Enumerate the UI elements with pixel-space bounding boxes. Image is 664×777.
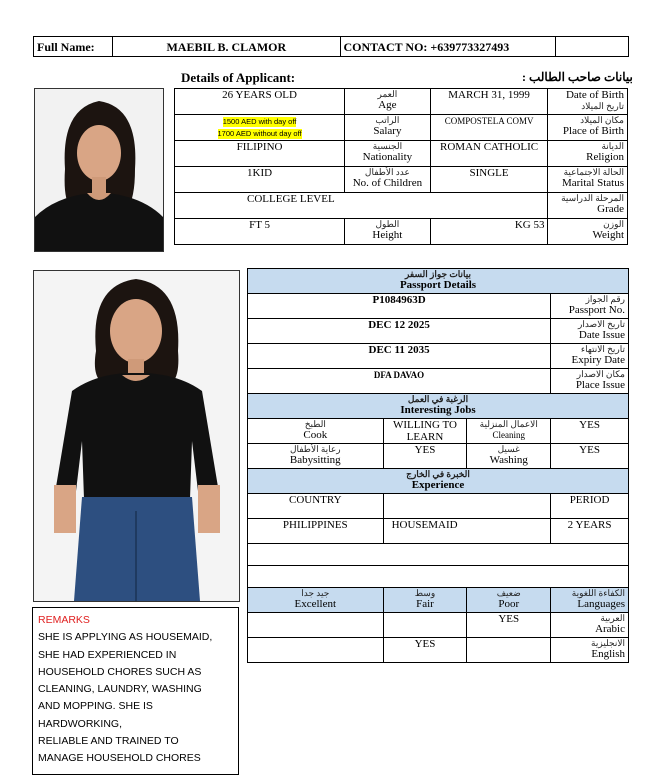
languages-header (551, 588, 629, 613)
marital-label-en: Marital Status (561, 177, 624, 189)
passport-jobs-table (247, 268, 629, 663)
remarks-line: CLEANING, LAUNDRY, WASHING (38, 683, 202, 696)
cleaning-value: YES (551, 419, 629, 444)
nationality-label-ar: الجنسية (372, 141, 403, 151)
cook-label-ar: الطبخ (304, 419, 326, 429)
english-label (551, 638, 629, 663)
place-issue-label (551, 369, 629, 394)
pob-label-ar: مكان الميلاد (580, 115, 624, 125)
arabic-label-ar: العربية (600, 613, 625, 623)
passport-section-ar: بيانات جواز السفر (404, 269, 472, 279)
remarks-line: HARDWORKING, (38, 717, 122, 730)
arabic-excellent (248, 613, 384, 638)
details-title-en: Details of Applicant: (181, 70, 296, 85)
salary-with-day-off: 1500 AED with day off (222, 117, 297, 126)
experience-blank-row (248, 566, 629, 588)
issue-date-label (551, 319, 629, 344)
english-label-ar: الانجليزية (591, 638, 625, 648)
pob-label (548, 115, 628, 141)
arabic-label-en: Arabic (595, 623, 625, 635)
expiry-date-value: DEC 11 2035 (248, 344, 551, 369)
lang-poor-header (467, 588, 551, 613)
salary-without-day-off: 1700 AED without day off (217, 129, 302, 138)
english-excellent (248, 638, 384, 663)
details-title-ar: بيانات صاحب الطالب : (522, 70, 633, 84)
religion-value: ROMAN CATHOLIC (430, 141, 548, 167)
remarks-line: SHE HAD EXPERIENCED IN (38, 648, 177, 661)
place-issue-label-ar: مكان الاصدار (576, 369, 625, 379)
experience-section-header (248, 469, 629, 494)
salary-label (345, 115, 431, 141)
weight-value: KG 53 (430, 219, 548, 245)
experience-row-job: HOUSEMAID (383, 519, 551, 544)
place-issue-value: DFA DAVAO (248, 369, 551, 394)
babysitting-label (248, 444, 384, 469)
contact-number: CONTACT NO: +639773327493 (340, 37, 555, 57)
dob-label (548, 89, 628, 115)
height-label-en: Height (372, 229, 403, 241)
height-value: FT 5 (175, 219, 345, 245)
height-label-ar: الطول (375, 219, 400, 229)
arabic-label (551, 613, 629, 638)
washing-value: YES (551, 444, 629, 469)
cook-label-en: Cook (303, 429, 328, 441)
marital-label (548, 167, 628, 193)
salary-value (175, 115, 345, 141)
passport-no-value: P1084963D (248, 294, 551, 319)
experience-section-ar: الخبرة في الخارج (406, 469, 470, 479)
english-fair: YES (383, 638, 467, 663)
languages-header-en: Languages (577, 598, 625, 610)
marital-label-ar: الحالة الاجتماعية (563, 167, 624, 177)
age-value: 26 YEARS OLD (175, 89, 345, 115)
grade-value: COLLEGE LEVEL (175, 193, 548, 219)
salary-label-ar: الراتب (375, 115, 400, 125)
english-poor (467, 638, 551, 663)
remarks-line: SHE IS APPLYING AS HOUSEMAID, (38, 631, 213, 644)
languages-header-ar: الكفاءة اللغوية (571, 588, 625, 598)
arabic-poor: YES (467, 613, 551, 638)
full-body-image (34, 271, 239, 601)
dob-label-ar: تاريخ الميلاد (581, 101, 624, 111)
experience-row-country: PHILIPPINES (248, 519, 384, 544)
passport-section-header (248, 269, 629, 294)
jobs-section-ar: الرغبة في العمل (407, 394, 469, 404)
children-value: 1KID (175, 167, 345, 193)
full-body-photo (33, 270, 240, 602)
religion-label-en: Religion (586, 151, 624, 163)
experience-col-period: PERIOD (551, 494, 629, 519)
expiry-date-label (551, 344, 629, 369)
nationality-value: FILIPINO (175, 141, 345, 167)
grade-label (548, 193, 628, 219)
dob-value: MARCH 31, 1999 (430, 89, 548, 115)
weight-label (548, 219, 628, 245)
age-label-ar: العمر (377, 89, 398, 99)
nationality-label (345, 141, 431, 167)
experience-col-blank (383, 494, 551, 519)
full-name-label: Full Name: (34, 37, 113, 57)
experience-col-country: COUNTRY (248, 494, 384, 519)
washing-label (467, 444, 551, 469)
babysitting-label-en: Babysitting (289, 454, 341, 466)
children-label-ar: عدد الأطفال (364, 167, 410, 177)
passport-no-label-ar: رقم الجواز (585, 294, 625, 304)
weight-label-en: Weight (592, 229, 624, 241)
experience-blank-row (248, 544, 629, 566)
cook-value: WILLING TO LEARN (383, 419, 467, 444)
lang-fair-ar: وسط (414, 588, 436, 598)
headshot-image (35, 89, 163, 251)
lang-excellent-ar: جيد جدا (301, 588, 330, 598)
height-label (345, 219, 431, 245)
lang-excellent-en: Excellent (294, 598, 337, 610)
experience-section-en: Experience (411, 479, 465, 491)
expiry-date-label-en: Expiry Date (571, 354, 625, 366)
washing-label-ar: غسيل (497, 444, 520, 454)
arabic-fair (383, 613, 467, 638)
header-table (33, 36, 629, 57)
babysitting-value: YES (383, 444, 467, 469)
salary-label-en: Salary (373, 125, 402, 137)
expiry-date-label-ar: تاريخ الانتهاء (580, 344, 625, 354)
place-issue-label-en: Place Issue (575, 379, 625, 391)
remarks-line: MANAGE HOUSEHOLD CHORES (38, 752, 201, 765)
remarks-line: HOUSEHOLD CHORES SUCH AS (38, 665, 202, 678)
pob-value: COMPOSTELA COMV (430, 115, 548, 141)
cleaning-label-en: Cleaning (492, 430, 525, 440)
babysitting-label-ar: رعاية الأطفال (289, 444, 341, 454)
issue-date-label-ar: تاريخ الاصدار (577, 319, 625, 329)
passport-no-label-en: Passport No. (568, 304, 625, 316)
full-name-value: MAEBIL B. CLAMOR (113, 37, 340, 57)
cook-label (248, 419, 384, 444)
children-label (345, 167, 431, 193)
lang-poor-en: Poor (498, 598, 520, 610)
header-blank-cell (555, 37, 628, 57)
cleaning-label (467, 419, 551, 444)
washing-label-en: Washing (489, 454, 528, 466)
nationality-label-en: Nationality (362, 151, 413, 163)
remarks-box (32, 607, 239, 775)
age-label (345, 89, 431, 115)
children-label-en: No. of Children (352, 177, 423, 189)
grade-label-ar: المرحلة الدراسية (561, 193, 624, 203)
lang-fair-header (383, 588, 467, 613)
religion-label-ar: الديانة (601, 141, 624, 151)
dob-label-en: Date of Birth (565, 89, 624, 101)
jobs-section-header (248, 394, 629, 419)
headshot-photo (34, 88, 164, 252)
pob-label-en: Place of Birth (562, 125, 624, 137)
marital-value: SINGLE (430, 167, 548, 193)
cleaning-label-ar: الاعمال المنزلية (479, 419, 538, 429)
issue-date-value: DEC 12 2025 (248, 319, 551, 344)
remarks-title: REMARKS (38, 614, 90, 626)
jobs-section-en: Interesting Jobs (400, 404, 476, 416)
lang-fair-en: Fair (416, 598, 434, 610)
remarks-line: RELIABLE AND TRAINED TO (38, 735, 179, 748)
remarks-line: AND MOPPING. SHE IS (38, 700, 153, 713)
english-label-en: English (591, 648, 625, 660)
age-label-en: Age (378, 99, 397, 111)
passport-section-en: Passport Details (399, 279, 477, 291)
experience-row-period: 2 YEARS (551, 519, 629, 544)
lang-poor-ar: ضعيف (496, 588, 521, 598)
issue-date-label-en: Date Issue (578, 329, 625, 341)
applicant-details-table (174, 88, 628, 245)
passport-no-label (551, 294, 629, 319)
grade-label-en: Grade (597, 203, 624, 215)
lang-excellent-header (248, 588, 384, 613)
religion-label (548, 141, 628, 167)
weight-label-ar: الوزن (603, 219, 624, 229)
